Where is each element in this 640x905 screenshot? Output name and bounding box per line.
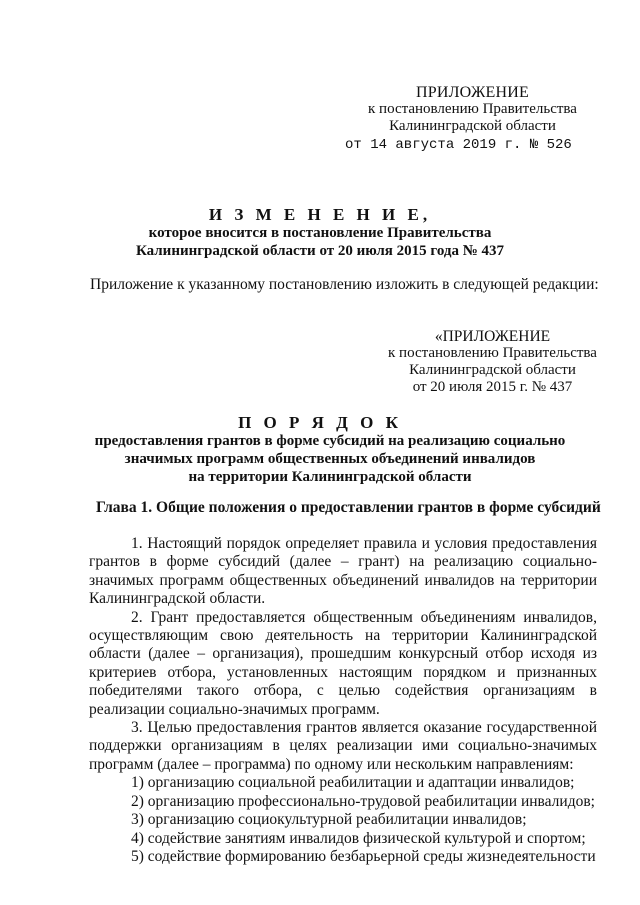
paragraph-2: 2. Грант предоставляется общественным объединениям инвалидов, осуществляющим свою деятельность на территории Калининградской области (далее – организация), прошедшим конкурсный отбор исходя из критериев отбора, установленных настоящим порядком и признанных победителями такого отбора, с целью содействия организациям в реализации социально-значимых программ. — [89, 608, 597, 718]
chapter-heading: Глава 1. Общие положения о предоставлении грантов в форме субсидий — [96, 499, 601, 516]
list-item-5: 5) содействие формированию безбарьерной среды жизнедеятельности — [131, 847, 596, 865]
paragraph-1: 1. Настоящий порядок определяет правила и условия предоставления грантов в форме субсидий (далее – грант) на реализацию социально-значимых программ общественных объединений инвалидов на территории Калининградской области. — [89, 535, 597, 608]
order-subtitle — [80, 432, 580, 486]
appendix-header — [345, 84, 600, 154]
appendix-quote-header — [380, 328, 605, 396]
appendix-caption: ПРИЛОЖЕНИЕ — [415, 84, 529, 101]
paragraph-3: 3. Целью предоставления грантов является оказание государственной поддержки организациям в целях реализации ими социально-значимых программ (далее – программа) по одному или нескольким направлениям: — [89, 719, 597, 773]
list-item-4: 4) содействие занятиям инвалидов физической культурой и спортом; — [131, 829, 586, 847]
order-subtitle-line-2: значимых программ общественных объединений инвалидов — [124, 451, 536, 467]
list-item-1: 1) организацию социальной реабилитации и адаптации инвалидов; — [131, 774, 575, 792]
appendix-quote-line-1: к постановлению Правительства — [388, 345, 597, 361]
appendix-line-2: Калининградской области — [389, 118, 556, 134]
list-item-2: 2) организацию профессионально-трудовой реабилитации инвалидов; — [131, 792, 595, 810]
change-subtitle-line-2: Калининградской области от 20 июля 2015 года № 437 — [135, 243, 505, 259]
appendix-date: от 14 августа 2019 г. № 526 — [345, 137, 572, 153]
appendix-quote-caption: «ПРИЛОЖЕНИЕ — [434, 328, 551, 345]
order-title: П О Р Я Д О К — [238, 413, 402, 432]
order-subtitle-line-1: предоставления грантов в форме субсидий на реализацию социально — [94, 433, 566, 449]
change-subtitle — [60, 224, 580, 260]
appendix-quote-line-3: от 20 июля 2015 г. № 437 — [412, 379, 573, 395]
change-title: И З М Е Н Е Н И Е, — [208, 205, 432, 224]
intro-text: Приложение к указанному постановлению изложить в следующей редакции: — [90, 276, 599, 293]
appendix-line-1: к постановлению Правительства — [368, 101, 577, 117]
order-subtitle-line-3: на территории Калининградской области — [188, 469, 472, 485]
change-subtitle-line-1: которое вносится в постановление Правительства — [148, 225, 492, 241]
list-item-3: 3) организацию социокультурной реабилитации инвалидов; — [131, 811, 527, 829]
appendix-quote-line-2: Калининградской области — [409, 362, 576, 378]
body-text — [89, 535, 597, 866]
